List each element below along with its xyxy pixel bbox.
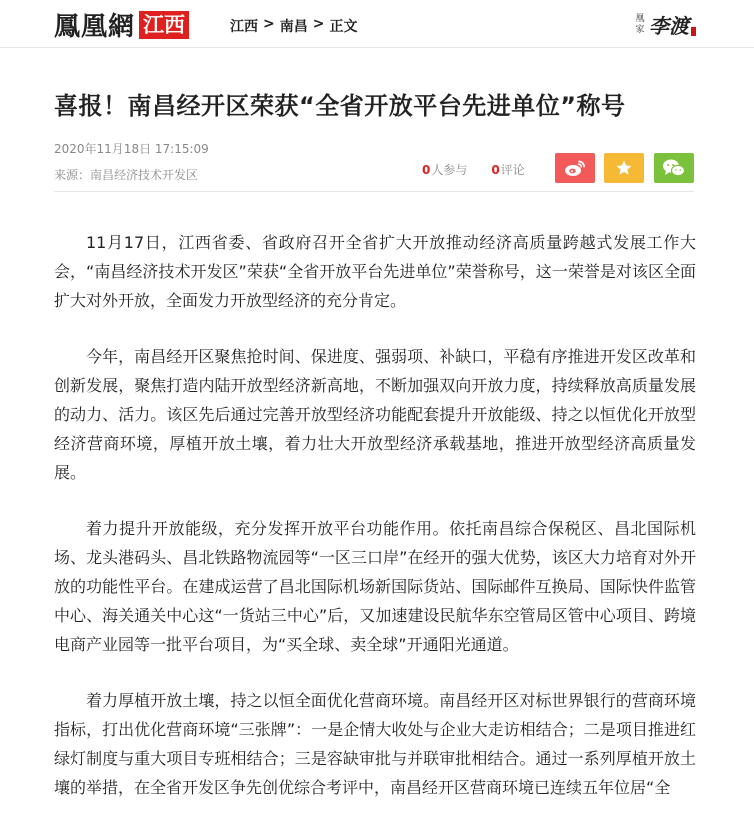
source-label: 来源：: [54, 168, 91, 182]
comments-link[interactable]: [491, 161, 524, 178]
comments-count: 0: [491, 163, 500, 177]
weibo-icon: [564, 159, 586, 177]
breadcrumb: [230, 16, 357, 36]
meta-divider: [54, 191, 694, 192]
source-name: 南昌经济技术开发区: [90, 168, 199, 182]
top-bar: [0, 0, 754, 48]
share-weibo-button[interactable]: [555, 153, 595, 183]
article-body: [54, 228, 696, 829]
participants-count: 0: [422, 163, 431, 177]
header-divider: [0, 47, 754, 48]
engagement-counts: [422, 161, 549, 178]
wechat-icon: [662, 158, 686, 178]
logo-text: 鳳凰網: [54, 12, 136, 42]
breadcrumb-separator: >: [263, 16, 275, 32]
logo-region-badge: 江西: [139, 11, 189, 39]
breadcrumb-separator: >: [312, 16, 325, 32]
article-title: 喜报！南昌经开区荣获“全省开放平台先进单位”称号: [54, 92, 626, 120]
participants-label: 人参与: [431, 163, 468, 177]
sponsor-small-text: 凰家: [635, 13, 645, 35]
seal-icon: [691, 27, 696, 36]
article-paragraph: 着力厚植开放土壤，持之以恒全面优化营商环境。南昌经开区对标世界银行的营商环境指标，打出优化营商环境“三张牌”：一是企情大收处与企业大走访相结合；二是项目推进红绿灯制度与重大项目专班相结合；三是容缺审批与并联审批相结合。通过一系列厚植开放土壤的举措，在全省开发区争先创优综合考评中，南昌经开区营商环境已连续五年位居“全: [54, 691, 696, 797]
sponsor-logo[interactable]: [634, 10, 696, 39]
share-wechat-button[interactable]: [654, 153, 694, 183]
breadcrumb-nanchang[interactable]: 南昌: [279, 19, 308, 35]
article-paragraph: 今年，南昌经开区聚焦抢时间、保进度、强弱项、补缺口，平稳有序推进开发区改革和创新发展，聚焦打造内陆开放型经济新高地，不断加强双向开放力度，持续释放高质量发展的动力、活力。该区先后通过完善开放型经济功能配套提升开放能级、持之以恒优化开放型经济营商环境，厚植开放土壤，着力壮大开放型经济承载基地，推进开放型经济高质量发展。: [54, 347, 696, 482]
breadcrumb-current: 正文: [329, 19, 358, 35]
star-icon: [615, 159, 633, 177]
site-logo[interactable]: [54, 6, 189, 43]
publish-time: 2020年11月18日 17:15:09: [54, 142, 209, 156]
sponsor-script-text: 李渡: [649, 14, 689, 38]
comments-label: 评论: [500, 163, 525, 177]
article-paragraph: 着力提升开放能级，充分发挥开放平台功能作用。依托南昌综合保税区、昌北国际机场、龙头港码头、昌北铁路物流园等“一区三口岸”在经开的强大优势，该区大力培育对外开放的功能性平台。在建成运营了昌北国际机场新国际货站、国际邮件互换局、国际快件监管中心、海关通关中心这“一货站三中心”后，又加速建设民航华东空管局区管中心项目、跨境电商产业园等一批平台项目，为“买全球、卖全球”开通阳光通道。: [54, 519, 696, 654]
participants-link[interactable]: [422, 161, 467, 178]
breadcrumb-jiangxi[interactable]: 江西: [230, 19, 258, 35]
favorite-button[interactable]: [604, 153, 644, 183]
article-paragraph: 11月17日，江西省委、省政府召开全省扩大开放推动经济高质量跨越式发展工作大会，“南昌经济技术开发区”荣获“全省开放平台先进单位”荣誉称号，这一荣誉是对该区全面扩大对外开放，全面发力开放型经济的充分肯定。: [54, 233, 696, 310]
article-source: [54, 166, 198, 183]
